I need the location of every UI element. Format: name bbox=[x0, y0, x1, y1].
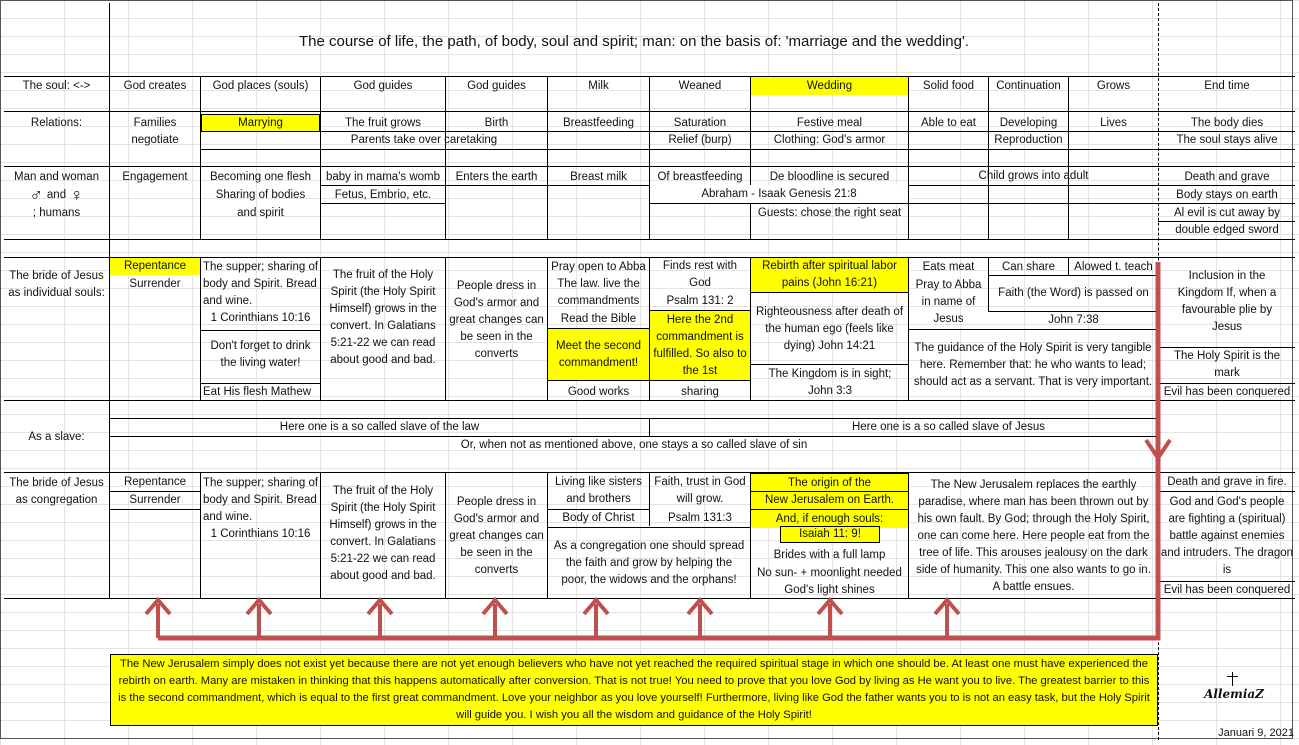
rule bbox=[750, 364, 908, 365]
cell: John 7:38 bbox=[1048, 313, 1099, 326]
header-god-places: God places (souls) bbox=[212, 79, 309, 92]
cell: Families bbox=[133, 116, 177, 129]
cell-highlight: New Jerusalem on Earth. bbox=[750, 491, 909, 510]
cell: Surrender bbox=[129, 494, 181, 506]
cell: The guidance of the Holy Spirit is very tangible here. Remember that: he who wants to lead; should act as a servant. That is very important. bbox=[913, 341, 1153, 388]
col-divider bbox=[320, 472, 321, 598]
cell: Inclusion in the Kingdom If, when a favourable plie by Jesus bbox=[1177, 270, 1277, 333]
header-grows: Grows bbox=[1096, 79, 1131, 92]
col-divider bbox=[547, 472, 548, 598]
cell: Here one is a so called slave of the law bbox=[279, 421, 480, 433]
cell: God's light shines bbox=[784, 583, 875, 596]
cell: Death and grave in fire. bbox=[1167, 476, 1287, 488]
cell: Pray to Abba in name of Jesus bbox=[915, 278, 982, 325]
cell: Of breastfeeding bbox=[657, 170, 743, 183]
col-divider bbox=[445, 76, 446, 240]
col-divider bbox=[649, 76, 650, 240]
header-continuation: Continuation bbox=[996, 79, 1061, 92]
row-label: The bride of Jesus as individual souls: bbox=[8, 270, 105, 299]
cell: Clothing: God's armor bbox=[773, 134, 886, 146]
rule bbox=[320, 203, 445, 204]
cross-icon bbox=[1227, 676, 1238, 677]
cell-highlight: Isaiah 11: 9! bbox=[780, 526, 880, 543]
header-weaned: Weaned bbox=[678, 79, 722, 92]
cell: Reproduction bbox=[994, 134, 1063, 146]
cell: As a congregation one should spread the faith and grow by helping the poor, the widows and the orphans! bbox=[553, 539, 745, 586]
cell: The supper; sharing of body and Spirit. Bread and wine. bbox=[203, 476, 319, 523]
cell: No sun- + moonlight needed bbox=[757, 566, 902, 579]
cell: Finds rest with God bbox=[662, 260, 738, 289]
cell: Repentance bbox=[123, 476, 187, 488]
cell: Evil has been conquered bbox=[1163, 583, 1291, 596]
cell: Enters the earth bbox=[455, 170, 538, 183]
cell: The New Jerusalem replaces the earthly paradise, where man has been thrown out by his own fault. By God; through the Holy Spirit, one can come here. Here people eat from the tree of life. This arouses jealousy on the dark side of humanity. This one also wants to go in. A battle ensues. bbox=[916, 478, 1151, 593]
cell-highlight: Marrying bbox=[201, 114, 320, 132]
cell: Festive meal bbox=[796, 116, 863, 129]
cell: Death and grave bbox=[1184, 170, 1270, 183]
header-wedding: Wedding bbox=[751, 77, 908, 95]
rule bbox=[200, 149, 1295, 150]
row-label: The bride of Jesus as congregation bbox=[9, 477, 104, 506]
cell: Al evil is cut away by bbox=[1173, 206, 1281, 219]
col-divider bbox=[200, 257, 201, 400]
cell: Brides with a full lamp bbox=[773, 548, 886, 561]
col-divider bbox=[445, 257, 446, 400]
cell: Living like sisters and brothers bbox=[555, 476, 642, 505]
cell: Righteousness after death of the human ego (feels like dying) John 14:21 bbox=[755, 305, 904, 352]
cell: Psalm 131:3 bbox=[668, 512, 732, 524]
cell: 1 Corinthians 10:16 bbox=[210, 312, 311, 324]
rule bbox=[1158, 221, 1295, 222]
cell-highlight: Meet the second commandment! bbox=[547, 328, 650, 381]
cell: Relief (burp) bbox=[668, 134, 732, 146]
cell: Lives bbox=[1100, 116, 1127, 129]
cross-icon bbox=[1232, 672, 1233, 686]
cell: 1 Corinthians 10:16 bbox=[210, 528, 311, 540]
cell: Body of Christ bbox=[562, 512, 635, 524]
cell: negotiate bbox=[131, 133, 179, 146]
cell: De bloodline is secured bbox=[769, 170, 890, 183]
col-divider bbox=[320, 257, 321, 400]
cell: Surrender bbox=[129, 278, 181, 290]
cell: God and God's people are fighting a (spiritual) battle against enemies and intruders. The dragon is bbox=[1160, 495, 1294, 576]
cell: The body dies bbox=[1190, 116, 1264, 129]
cell: Sharing of bodies bbox=[215, 188, 306, 201]
cell: The law. live the commandments bbox=[557, 278, 640, 307]
rule bbox=[4, 400, 1295, 401]
cell-highlight: And, if enough souls: bbox=[750, 509, 909, 528]
cell: Faith, trust in God will grow. bbox=[654, 476, 746, 505]
cell-highlight: Repentance bbox=[110, 258, 200, 275]
cell: Guests: chose the right seat bbox=[757, 206, 902, 219]
page-title: The course of life, the path, of body, soul and spirit; man: on the basis of: 'marriage and the wedding'. bbox=[298, 32, 969, 50]
gender-symbols bbox=[4, 185, 109, 205]
cell: and spirit bbox=[237, 206, 284, 219]
cell: Psalm 131: 2 bbox=[666, 295, 734, 307]
rule bbox=[200, 330, 320, 331]
footer-note: The New Jerusalem simply does not exist yet because there are not yet enough believers who have not yet reached the required spiritual stage in which one should be. At least one must have experienced the rebirth on earth. Many are mistaken in thinking that this happens automatically after conversion. That is not true! You need to prove that you love God by living as He want you to live. The greatest barrier to this is the second commandment, which is equal to the first great commandment. Love your neighbor as you love yourself! Furthermore, living like God the father wants you to is not an easy task, but the Holy Spirit will guide you. I wish you all the wisdom and guidance of the Holy Spirit! bbox=[110, 654, 1158, 726]
header-soul: The soul: <-> bbox=[22, 79, 91, 92]
cell: The Holy Spirit is the mark bbox=[1173, 350, 1281, 379]
cell: Breast milk bbox=[570, 170, 627, 183]
cell: Saturation bbox=[673, 116, 727, 129]
cell: Birth bbox=[484, 116, 509, 129]
cell: Eats meat bbox=[922, 260, 975, 273]
cell: Engagement bbox=[122, 170, 188, 183]
cell: Able to eat bbox=[921, 116, 976, 129]
cell: Body stays on earth bbox=[1176, 188, 1278, 201]
cell: Good works bbox=[567, 385, 630, 398]
row-label: As a slave: bbox=[28, 430, 85, 443]
col-divider bbox=[1068, 76, 1069, 240]
header-god-guides: God guides bbox=[353, 79, 413, 92]
header-god-guides: God guides bbox=[467, 79, 526, 92]
cell: Or, when not as mentioned above, one stays a so called slave of sin bbox=[460, 439, 808, 451]
cell: The fruit grows bbox=[344, 116, 422, 129]
cell: Alowed t. teach bbox=[1074, 260, 1153, 273]
cell: The fruit of the Holy Spirit (the Holy Spirit Himself) grows in the convert. In Galatians 5:21-22 we can read about good and bad. bbox=[329, 269, 437, 366]
cell-highlight: The origin of the bbox=[750, 473, 909, 492]
cell: Faith (the Word) is passed on bbox=[998, 286, 1149, 299]
cell: The soul stays alive bbox=[1176, 134, 1278, 146]
cell: Child grows into adult bbox=[978, 169, 1089, 182]
header-milk: Milk bbox=[588, 79, 609, 92]
cell: The fruit of the Holy Spirit (the Holy Spirit Himself) grows in the convert. In Galatians 5:21-22 we can read about good and bad. bbox=[329, 485, 437, 582]
header-god-creates: God creates bbox=[123, 79, 187, 92]
rule bbox=[988, 275, 1158, 276]
cell: People dress in God's armor and great changes can be seen in the converts bbox=[449, 279, 544, 360]
col-divider bbox=[445, 472, 446, 598]
signature-text: AllemiaZ bbox=[1204, 687, 1264, 701]
cell: Here one is a so called slave of Jesus bbox=[851, 421, 1046, 433]
rule bbox=[4, 598, 1295, 599]
cell: Don't forget to drink the living water! bbox=[210, 340, 311, 369]
signature-logo bbox=[1198, 672, 1270, 708]
cell: Fetus, Embrio, etc. bbox=[334, 188, 432, 201]
cell: Eat His flesh Mathew bbox=[203, 385, 312, 398]
cell: Evil has been conquered bbox=[1163, 385, 1291, 398]
cell: People dress in God's armor and great changes can be seen in the converts bbox=[449, 495, 544, 576]
header-solid-food: Solid food bbox=[922, 79, 975, 92]
cell: Becoming one flesh bbox=[209, 170, 311, 183]
header-end-time: End time bbox=[1204, 79, 1250, 92]
cell: Pray open to Abba bbox=[551, 260, 646, 273]
col-divider bbox=[988, 76, 989, 240]
and-text: and bbox=[46, 188, 67, 201]
relations-label: Relations: bbox=[30, 116, 83, 129]
cell: Abraham - Isaak Genesis 21:8 bbox=[650, 185, 908, 203]
row-label: ; humans bbox=[32, 206, 81, 219]
cell: Developing bbox=[999, 116, 1058, 129]
cell: sharing bbox=[681, 385, 719, 398]
cell: Can share bbox=[1001, 260, 1056, 273]
col-divider bbox=[320, 76, 321, 240]
col-divider bbox=[547, 76, 548, 240]
cell: Parents take over caretaking bbox=[350, 134, 498, 146]
date-label: Januari 9, 2021 bbox=[1218, 726, 1294, 739]
rule bbox=[109, 509, 200, 510]
cell-highlight: Rebirth after spiritual labor pains (John 16:21) bbox=[750, 257, 909, 293]
cell: Read the Bible bbox=[560, 312, 637, 325]
cell-highlight: Here the 2nd commandment is fulfilled. So also to the 1st bbox=[649, 310, 751, 381]
cell: Breastfeeding bbox=[563, 116, 634, 129]
cell: baby in mama's womb bbox=[325, 170, 441, 183]
male-symbol-icon: ♂ bbox=[29, 185, 43, 205]
cell: The Kingdom is in sight; John 3:3 bbox=[768, 368, 892, 397]
cell: double edged sword bbox=[1175, 224, 1279, 236]
cell: The supper; sharing of body and Spirit. Bread and wine. bbox=[203, 260, 319, 307]
row-label: Man and woman bbox=[13, 170, 100, 183]
female-symbol-icon: ♀ bbox=[70, 185, 84, 205]
col-divider bbox=[908, 76, 909, 240]
